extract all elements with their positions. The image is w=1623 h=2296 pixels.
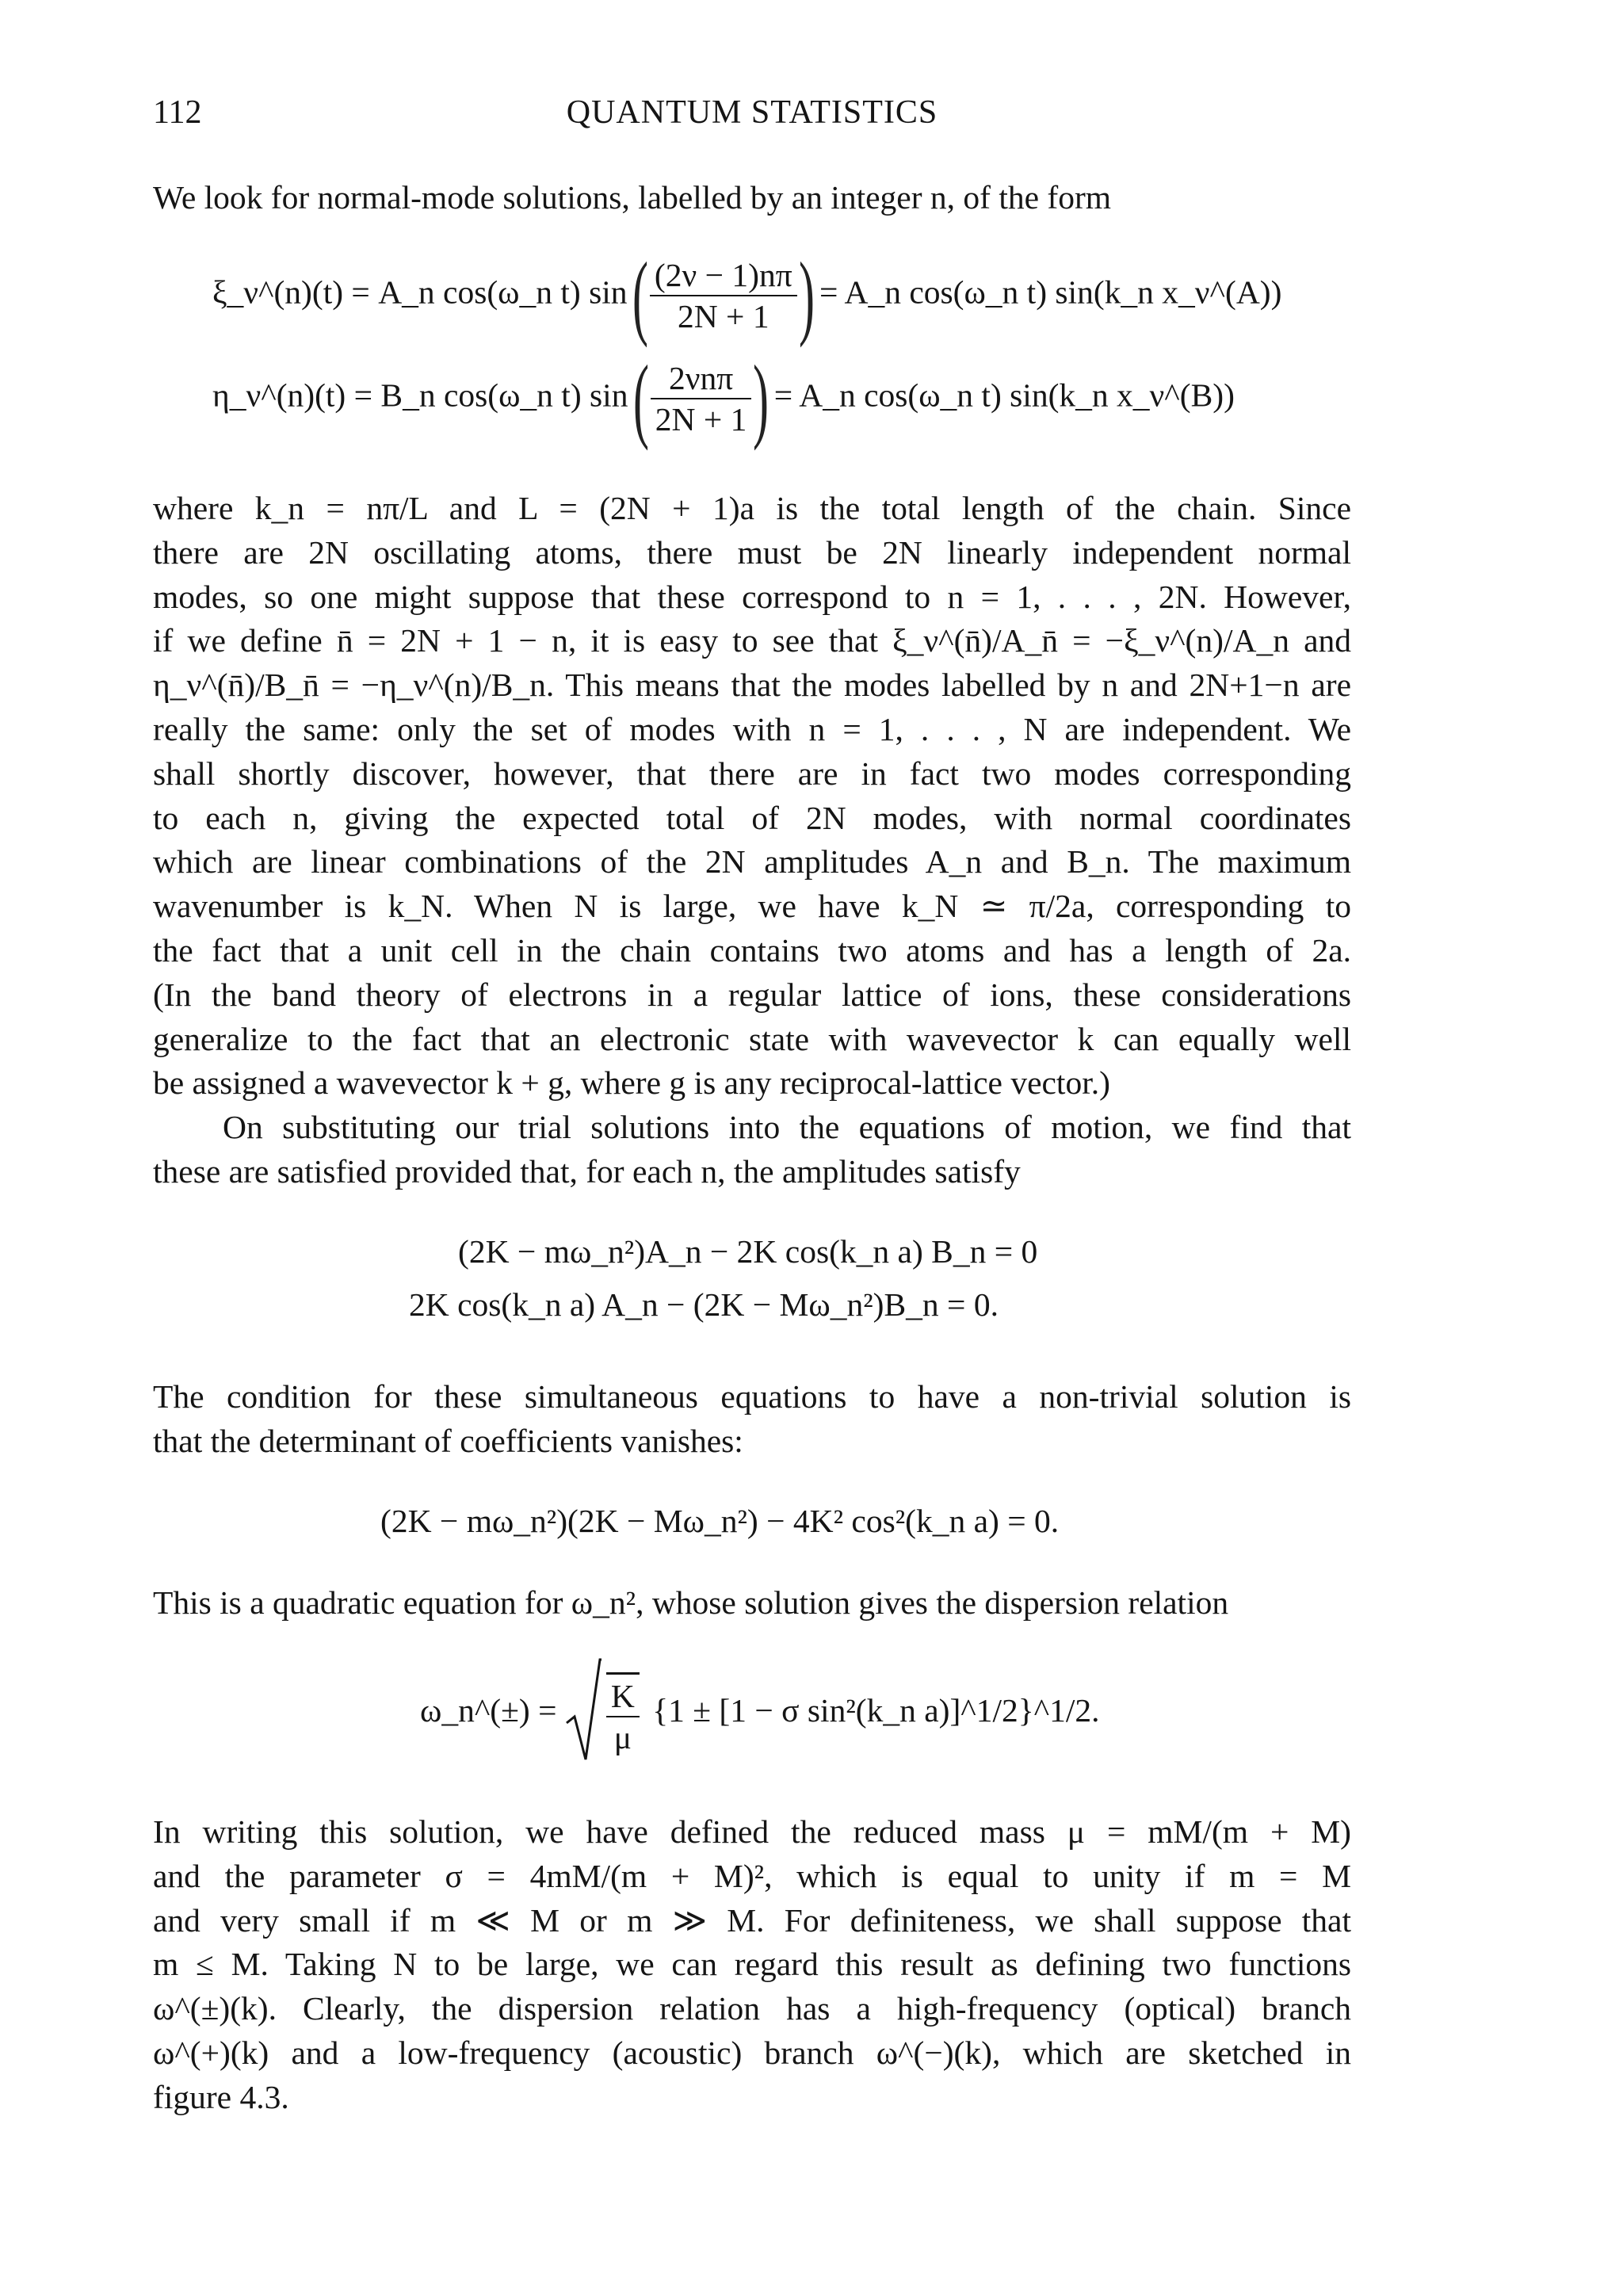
text-line: The condition for these simultaneous equations to have a non-trivial solution is: [153, 1378, 1351, 1415]
text-line: and the parameter σ = 4mM/(m + M)², which is equal to unity if m = M: [153, 1857, 1351, 1894]
text-line: figure 4.3.: [153, 2078, 289, 2115]
equation-lhs: η_ν^(n)(t) = B_n cos(ω_n t) sin: [212, 376, 628, 414]
paragraph-determinant: [153, 1375, 1351, 1464]
equation-lhs: ω_n^(±) =: [420, 1692, 557, 1729]
text-line: We look for normal-mode solutions, labelled by an integer n, of the form: [153, 179, 1112, 216]
denominator: 2N + 1: [677, 298, 769, 334]
text-line: which are linear combinations of the 2N amplitudes A_n and B_n. The maximum: [153, 843, 1351, 881]
numerator: (2ν − 1)nπ: [650, 257, 797, 296]
page-header: [153, 94, 1351, 141]
equation-xi: [212, 243, 1282, 348]
fraction: [606, 1672, 640, 1755]
text-line: where k_n = nπ/L and L = (2N + 1)a is the total length of the chain. Since: [153, 490, 1351, 526]
text-line: these are satisfied provided that, for each n, the amplitudes satisfy: [153, 1152, 1021, 1190]
text-line: On substituting our trial solutions into the equations of motion, we find that: [223, 1109, 1351, 1145]
text-line: wavenumber is k_N. When N is large, we have k_N ≃ π/2a, corresponding to: [153, 888, 1351, 925]
text-line: generalize to the fact that an electronic state with wavevector k can equally well: [153, 1020, 1351, 1057]
radical-sign: [565, 1658, 601, 1769]
text-line: m ≤ M. Taking N to be large, we can regard this result as defining two functions: [153, 1946, 1351, 1983]
text-line: η_ν^(n̄)/B_n̄ = −η_ν^(n)/B_n. This means that the modes labelled by n and 2N+1−n are: [153, 667, 1351, 704]
text-line: ω^(±)(k). Clearly, the dispersion relation has a high-frequency (optical) branch: [153, 1990, 1351, 2027]
equation-amplitudes-2: 2K cos(k_n a) A_n − (2K − Mω_n²)B_n = 0.: [409, 1286, 999, 1323]
paragraph-normal-modes: [153, 487, 1351, 1106]
running-title: QUANTUM STATISTICS: [566, 94, 938, 131]
denominator: μ: [613, 1719, 632, 1755]
square-root: [565, 1672, 644, 1755]
equation-amplitudes-1: (2K − mω_n²)A_n − 2K cos(k_n a) B_n = 0: [458, 1233, 1038, 1270]
equation-dispersion: [420, 1672, 1100, 1755]
equation-rhs: = A_n cos(ω_n t) sin(k_n x_ν^(B)): [773, 376, 1235, 414]
fraction: [651, 360, 752, 437]
text-line: shall shortly discover, however, that there are in fact two modes corresponding: [153, 755, 1351, 792]
text-line: (In the band theory of electrons in a regular lattice of ions, these considerations: [153, 976, 1351, 1013]
paragraph-reduced-mass: [153, 1810, 1351, 2120]
equation-rest: {1 ± [1 − σ sin²(k_n a)]^1/2}^1/2.: [652, 1692, 1100, 1729]
left-paren: (: [632, 346, 649, 451]
text-line: In writing this solution, we have defined the reduced mass μ = mM/(m + M): [153, 1813, 1351, 1850]
equation-eta: [212, 346, 1235, 451]
text-line: to each n, giving the expected total of 2N modes, with normal coordinates: [153, 799, 1351, 836]
text-line: if we define n̄ = 2N + 1 − n, it is easy to see that ξ_ν^(n̄)/A_n̄ = −ξ_ν^(n)/A_n and: [153, 622, 1351, 659]
text-line: that the determinant of coefficients vanishes:: [153, 1422, 743, 1459]
page-number: 112: [153, 94, 202, 131]
equation-lhs: ξ_ν^(n)(t) = A_n cos(ω_n t) sin: [212, 273, 628, 311]
text-line: This is a quadratic equation for ω_n², whose solution gives the dispersion relation: [153, 1584, 1229, 1621]
text-line: there are 2N oscillating atoms, there must be 2N linearly independent normal: [153, 533, 1351, 571]
denominator: 2N + 1: [655, 401, 747, 437]
intro-paragraph: [153, 176, 1351, 220]
text-line: and very small if m ≪ M or m ≫ M. For definiteness, we shall suppose that: [153, 1901, 1351, 1939]
numerator: K: [606, 1678, 640, 1717]
paragraph-substitution: [153, 1106, 1351, 1194]
left-paren: (: [632, 243, 648, 348]
paragraph-quadratic: [153, 1581, 1351, 1626]
equation-rhs: = A_n cos(ω_n t) sin(k_n x_ν^(A)): [819, 273, 1282, 311]
text-line: the fact that a unit cell in the chain contains two atoms and has a length of 2a.: [153, 931, 1351, 968]
right-paren: ): [753, 346, 769, 451]
text-line: ω^(+)(k) and a low-frequency (acoustic) branch ω^(−)(k), which are sketched in: [153, 2034, 1351, 2071]
fraction: [650, 257, 797, 334]
numerator: 2νnπ: [651, 360, 752, 399]
text-line: really the same: only the set of modes with n = 1, . . . , N are independent. We: [153, 710, 1351, 747]
text-line: be assigned a wavevector k + g, where g is any reciprocal-lattice vector.): [153, 1064, 1110, 1102]
text-line: modes, so one might suppose that these correspond to n = 1, . . . , 2N. However,: [153, 578, 1351, 615]
equation-determinant: (2K − mω_n²)(2K − Mω_n²) − 4K² cos²(k_n a) = 0.: [380, 1503, 1060, 1539]
right-paren: ): [798, 243, 815, 348]
